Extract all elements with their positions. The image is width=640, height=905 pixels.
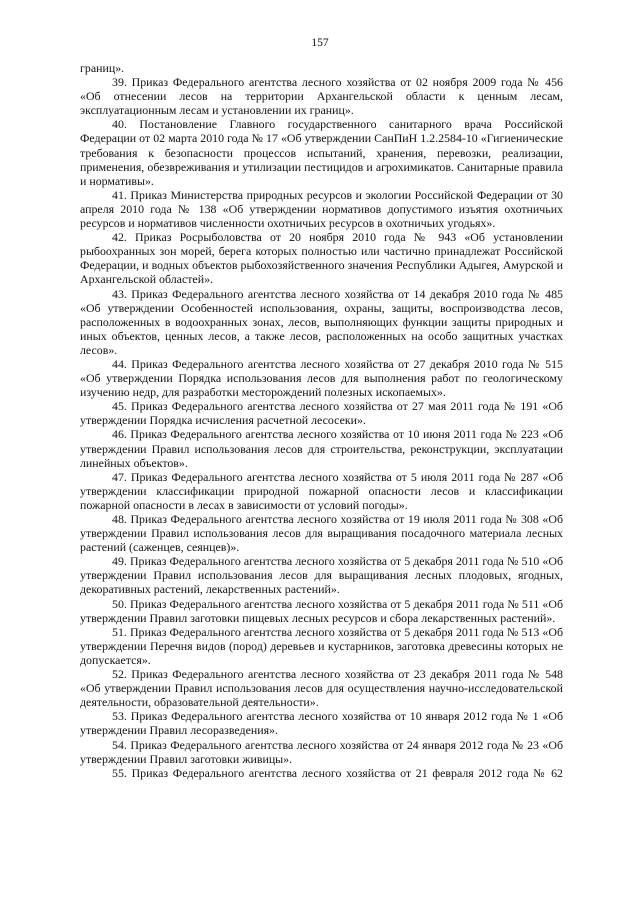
list-item-40: 40. Постановление Главного государственного санитарного врача Российской Федерации от 02 марта 2010 года № 17 «Об утверждении СанПиН 1.2.2584-10 «Гигиенические требования к безопасности процессов испытаний, хранения, перевозки, реализации, применения, обезвреживания и утилизации пестицидов и агрохимикатов. Санитарные правила и нормативы». (80, 117, 563, 188)
list-item-50: 50. Приказ Федерального агентства лесного хозяйства от 5 декабря 2011 года № 511 «Об утверждении Правил заготовки пищевых лесных ресурсов и сбора лекарственных растений». (80, 596, 563, 625)
paragraph-continuation: границ». (80, 61, 125, 75)
list-item-53: 53. Приказ Федерального агентства лесного хозяйства от 10 января 2012 года № 1 «Об утверждении Правил лесоразведения». (80, 709, 563, 738)
list-item-45: 45. Приказ Федерального агентства лесного хозяйства от 27 мая 2011 года № 191 «Об утверждении Порядка исчисления расчетной лесосеки». (80, 399, 563, 428)
list-item-51: 51. Приказ Федерального агентства лесного хозяйства от 5 декабря 2011 года № 513 «Об утверждении Перечня видов (пород) деревьев и кустарников, заготовка древесины которых не допускается». (80, 624, 563, 667)
list-item-49: 49. Приказ Федерального агентства лесного хозяйства от 5 декабря 2011 года № 510 «Об утверждении Правил использования лесов для выращивания лесных плодовых, ягодных, декоративных растений, лекарственных растений». (80, 554, 563, 597)
list-item-55: 55. Приказ Федерального агентства лесного хозяйства от 21 февраля 2012 года № 62 (112, 765, 563, 780)
list-item-42: 42. Приказ Росрыболовства от 20 ноября 2010 года № 943 «Об установлении рыбоохранных зон морей, берега которых полностью или частично принадлежат Российской Федерации, и водных объектов рыбохозяйственного значения Республики Адыгея, Амурской и Архангельской областей». (80, 230, 563, 287)
list-item-39: 39. Приказ Федерального агентства лесного хозяйства от 02 ноября 2009 года № 456 «Об отнесении лесов на территории Архангельской области к ценным лесам, эксплуатационным лесам и установлении их границ». (80, 75, 563, 118)
list-item-46: 46. Приказ Федерального агентства лесного хозяйства от 10 июня 2011 года № 223 «Об утверждении Правил использования лесов для строительства, реконструкции, эксплуатации линейных объектов». (80, 427, 563, 470)
document-body (80, 61, 563, 780)
list-item-41: 41. Приказ Министерства природных ресурсов и экологии Российской Федерации от 30 апреля 2010 года № 138 «Об утверждении нормативов допустимого изъятия охотничьих ресурсов и нормативов численности охотничьих ресурсов в охотничьих угодьях». (80, 187, 563, 231)
list-item-43: 43. Приказ Федерального агентства лесного хозяйства от 14 декабря 2010 года № 485 «Об утверждении Особенностей использования, охраны, защиты, воспроизводства лесов, расположенных в водоохранных зонах, лесов, выполняющих функции защиты природных и иных объектов, ценных лесов, а также лесов, расположенных на особо защитных участках лесов». (80, 286, 563, 357)
list-item-54: 54. Приказ Федерального агентства лесного хозяйства от 24 января 2012 года № 23 «Об утверждении Правил заготовки живицы». (80, 737, 563, 766)
page-number: 157 (311, 37, 329, 49)
list-item-47: 47. Приказ Федерального агентства лесного хозяйства от 5 июля 2011 года № 287 «Об утверждении классификации природной пожарной опасности лесов и классификации пожарной опасности в лесах в зависимости от условий погоды». (80, 469, 563, 512)
list-item-44: 44. Приказ Федерального агентства лесного хозяйства от 27 декабря 2010 года № 515 «Об утверждении Порядка использования лесов для выполнения работ по геологическому изучению недр, для разработки месторождений полезных ископаемых». (80, 356, 563, 400)
list-item-48: 48. Приказ Федерального агентства лесного хозяйства от 19 июля 2011 года № 308 «Об утверждении Правил использования лесов для выращивания посадочного материала лесных растений (саженцев, сеянцев)». (80, 512, 563, 555)
list-item-52: 52. Приказ Федерального агентства лесного хозяйства от 23 декабря 2011 года № 548 «Об утверждении Правил использования лесов для осуществления научно-исследовательской деятельности, образовательной деятельности». (80, 667, 563, 710)
